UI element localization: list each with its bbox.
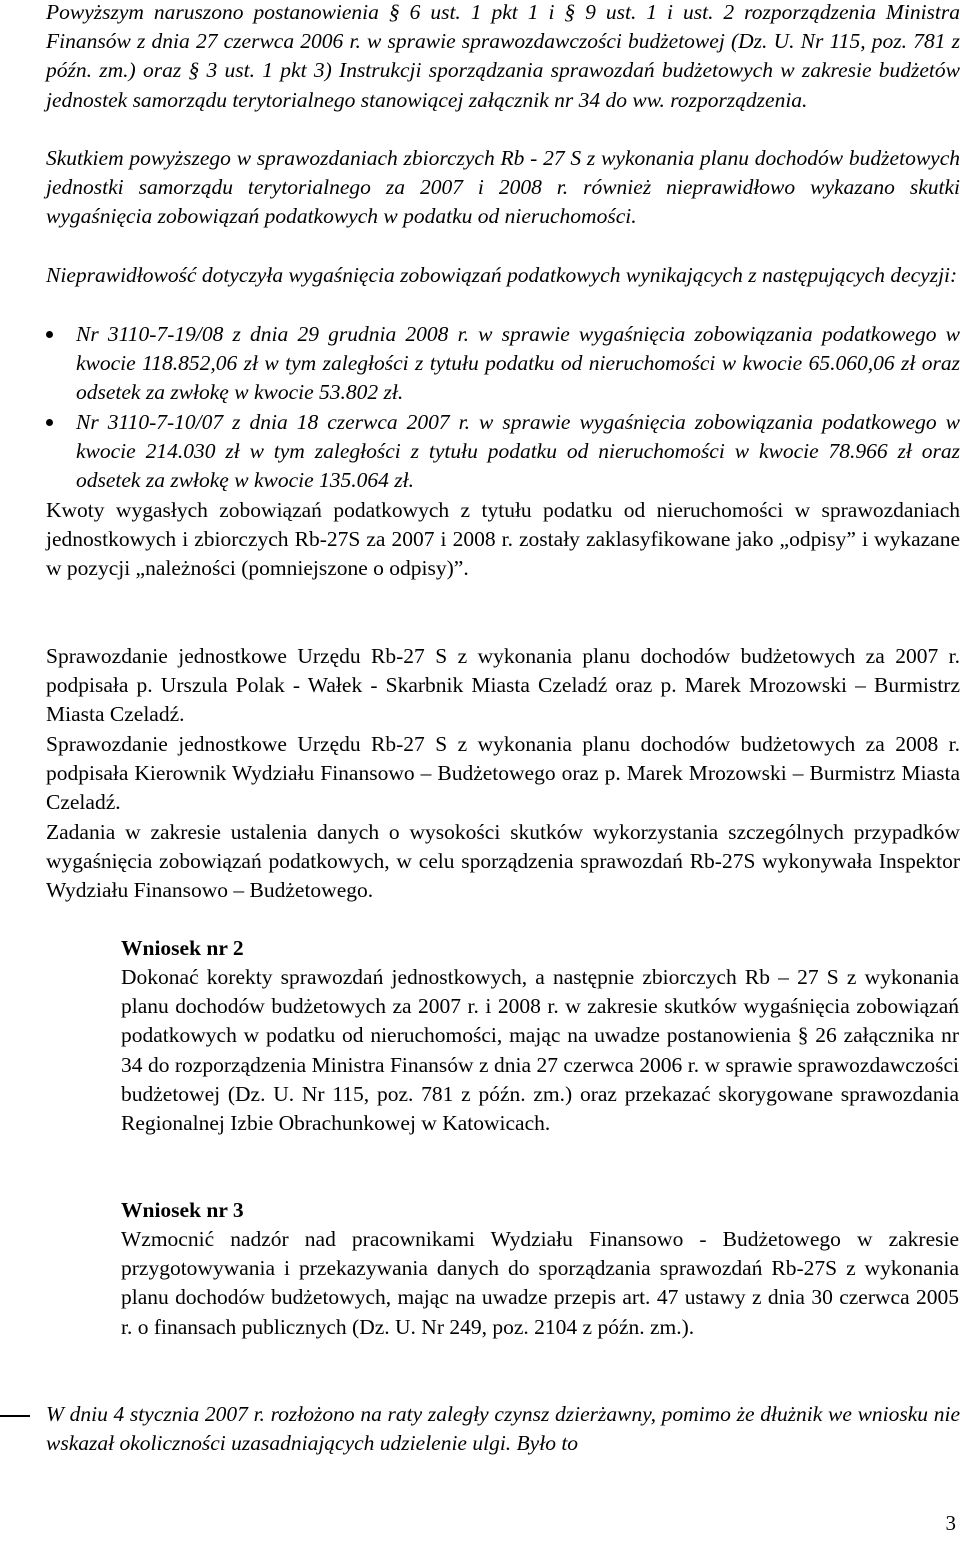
- bullet-icon: [46, 419, 53, 426]
- list-item-decision-2: [46, 408, 960, 496]
- paragraph-lease-installments: W dniu 4 stycznia 2007 r. rozłożono na raty zaległy czynsz dzierżawny, pomimo że dłużnik we wniosku nie wskazał okoliczności uzasadniających udzielenie ulgi. Było to: [46, 1402, 960, 1456]
- wniosek-3-heading: Wniosek nr 3: [121, 1198, 244, 1222]
- paragraph-irregularity: Nieprawidłowość dotyczyła wygaśnięcia zobowiązań podatkowych wynikających z następujących decyzji:: [46, 263, 958, 287]
- paragraph-amounts: Kwoty wygasłych zobowiązań podatkowych z tytułu podatku od nieruchomości w sprawozdaniach jednostkowych i zbiorczych Rb-27S za 2007 i 2008 r. zostały zaklasyfikowane jako „odpisy” i wykazane w pozycji „należności (pomniejszone o odpisy)”.: [46, 498, 960, 581]
- paragraph-consequence: Skutkiem powyższego w sprawozdaniach zbiorczych Rb - 27 S z wykonania planu dochodów budżetowych jednostki samorządu terytorialnego za 2007 i 2008 r. również nieprawidłowo wykazano skutki wygaśnięcia zobowiązań podatkowych w podatku od nieruchomości.: [46, 146, 960, 229]
- decision-1-text: Nr 3110-7-19/08 z dnia 29 grudnia 2008 r. w sprawie wygaśnięcia zobowiązania podatkowego w kwocie 118.852,06 zł w tym zaległości z tytułu podatku od nieruchomości w kwocie 65.060,06 zł oraz odsetek za zwłokę w kwocie 53.802 zł.: [76, 322, 960, 405]
- list-item-decision-1: [46, 320, 960, 408]
- page-number: 3: [945, 1511, 956, 1535]
- wniosek-3-text: Wzmocnić nadzór nad pracownikami Wydziału Finansowo - Budżetowego w zakresie przygotowywania i przekazywania danych do sporządzania sprawozdań Rb-27S z wykonania planu dochodów budżetowych, mając na uwadze przepis art. 47 ustawy z dnia 30 czerwca 2005 r. o finansach publicznych (Dz. U. Nr 249, poz. 2104 z późn. zm.).: [121, 1227, 959, 1339]
- bullet-icon: [46, 331, 53, 338]
- wniosek-2-heading: Wniosek nr 2: [121, 936, 244, 960]
- wniosek-2-text: Dokonać korekty sprawozdań jednostkowych, a następnie zbiorczych Rb – 27 S z wykonania planu dochodów budżetowych za 2007 r. i 2008 r. w zakresie skutków wygaśnięcia zobowiązań podatkowych w podatku od nieruchomości, mając na uwadze postanowienia § 26 załącznika nr 34 do rozporządzenia Ministra Finansów z dnia 27 czerwca 2006 r. w sprawie sprawozdawczości budżetowej (Dz. U. Nr 115, poz. 781 z późn. zm.) oraz przekazać skorygowane sprawozdania Regionalnej Izbie Obrachunkowej w Katowicach.: [121, 965, 959, 1136]
- paragraph-report-2008: Sprawozdanie jednostkowe Urzędu Rb-27 S z wykonania planu dochodów budżetowych za 2008 r. podpisała Kierownik Wydziału Finansowo – Budżetowego oraz p. Marek Mrozowski – Burmistrz Miasta Czeladź.: [46, 732, 960, 815]
- decision-2-text: Nr 3110-7-10/07 z dnia 18 czerwca 2007 r. w sprawie wygaśnięcia zobowiązania podatkowego w kwocie 214.030 zł w tym zaległości z tytułu podatku od nieruchomości w kwocie 78.966 zł oraz odsetek za zwłokę w kwocie 135.064 zł.: [76, 410, 960, 493]
- paragraph-tasks: Zadania w zakresie ustalenia danych o wysokości skutków wykorzystania szczególnych przypadków wygaśnięcia zobowiązań podatkowych, w celu sporządzenia sprawozdań Rb-27S wykonywała Inspektor Wydziału Finansowo – Budżetowego.: [46, 820, 960, 903]
- paragraph-report-2007: Sprawozdanie jednostkowe Urzędu Rb-27 S z wykonania planu dochodów budżetowych za 2007 r. podpisała p. Urszula Polak - Wałek - Skarbnik Miasta Czeladź oraz p. Marek Mrozowski – Burmistrz Miasta Czeladź.: [46, 644, 960, 727]
- dash-bullet-icon: [0, 1415, 30, 1417]
- paragraph-regulation-violation: Powyższym naruszono postanowienia § 6 ust. 1 pkt 1 i § 9 ust. 1 i ust. 2 rozporządzenia Ministra Finansów z dnia 27 czerwca 2006 r. w sprawie sprawozdawczości budżetowej (Dz. U. Nr 115, poz. 781 z późn. zm.) oraz § 3 ust. 1 pkt 3) Instrukcji sporządzania sprawozdań budżetowych w zakresie budżetów jednostek samorządu terytorialnego stanowiącej załącznik nr 34 do ww. rozporządzenia.: [46, 0, 960, 112]
